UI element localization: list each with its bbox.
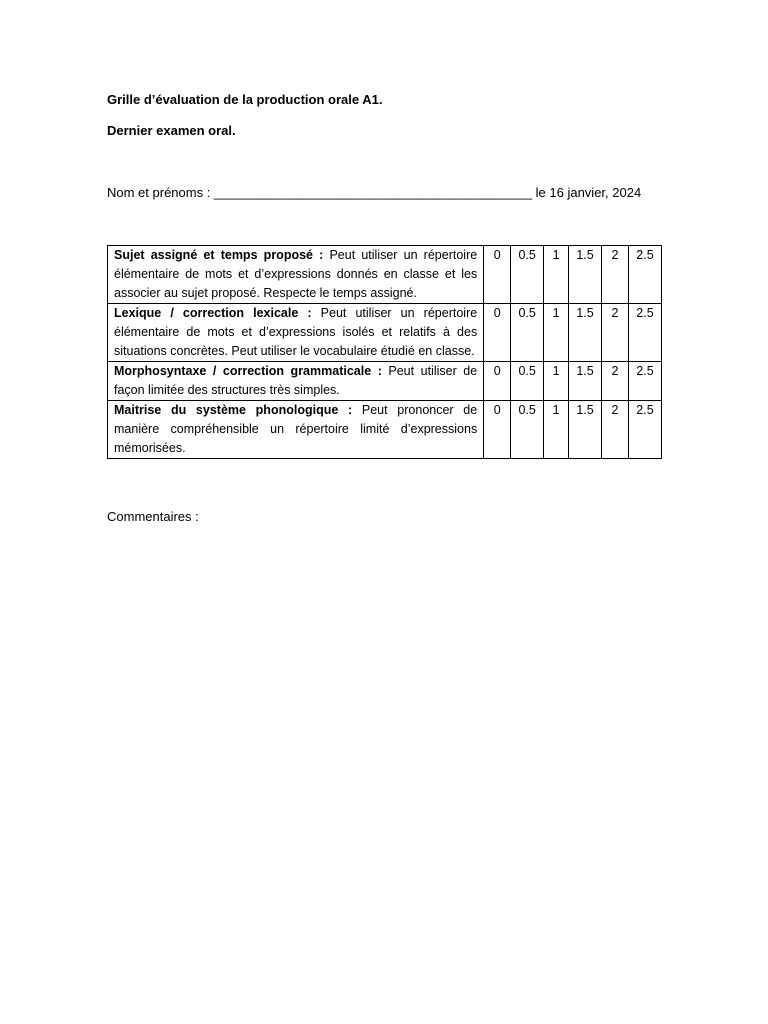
criterion-label: Morphosyntaxe / correction grammaticale :: [114, 364, 382, 378]
score-cell: 2: [602, 362, 629, 401]
score-cell: 0.5: [511, 401, 544, 459]
score-cell: 1.5: [569, 401, 602, 459]
score-cell: 2.5: [629, 304, 662, 362]
score-cell: 2.5: [629, 401, 662, 459]
rubric-row: [108, 246, 662, 304]
name-and-date-line: Nom et prénoms : ____________________________________________ le 16 janvier, 2024: [107, 185, 642, 200]
score-cell: 1.5: [569, 246, 602, 304]
score-cell: 0: [484, 362, 511, 401]
criterion-label: Maitrise du système phonologique :: [114, 403, 353, 417]
score-cell: 2.5: [629, 362, 662, 401]
criterion-label: Sujet assigné et temps proposé :: [114, 248, 324, 262]
comments-label: Commentaires :: [107, 509, 199, 524]
document-title: Grille d’évaluation de la production orale A1.: [107, 92, 383, 107]
rubric-row: [108, 362, 662, 401]
score-cell: 0: [484, 246, 511, 304]
criterion-description: Peut utiliser de façon limitée des structures très simples.: [114, 364, 478, 397]
criterion-description: Peut utiliser un répertoire élémentaire de mots et d’expressions isolés et relatifs à des situations concrètes. Peut utiliser le vocabulaire étudié en classe.: [114, 306, 478, 358]
criterion-description: Peut utiliser un répertoire élémentaire de mots et d’expressions donnés en classe et les associer au sujet proposé. Respecte le temps assigné.: [114, 248, 478, 300]
score-cell: 1: [544, 304, 569, 362]
score-cell: 2: [602, 401, 629, 459]
score-cell: 0: [484, 401, 511, 459]
score-cell: 0: [484, 304, 511, 362]
criterion-label: Lexique / correction lexicale :: [114, 306, 312, 320]
criterion-cell: [108, 401, 484, 459]
criterion-description: Peut prononcer de manière compréhensible un répertoire limité d’expressions mémorisées.: [114, 403, 478, 455]
score-cell: 0.5: [511, 362, 544, 401]
score-cell: 1.5: [569, 304, 602, 362]
score-cell: 0.5: [511, 304, 544, 362]
score-cell: 2: [602, 246, 629, 304]
score-cell: 2: [602, 304, 629, 362]
document-subtitle: Dernier examen oral.: [107, 123, 236, 138]
score-cell: 1.5: [569, 362, 602, 401]
score-cell: 1: [544, 362, 569, 401]
rubric-row: [108, 401, 662, 459]
evaluation-rubric-table: [107, 245, 662, 459]
criterion-cell: [108, 246, 484, 304]
score-cell: 0.5: [511, 246, 544, 304]
score-cell: 1: [544, 246, 569, 304]
criterion-cell: [108, 304, 484, 362]
criterion-cell: [108, 362, 484, 401]
score-cell: 2.5: [629, 246, 662, 304]
score-cell: 1: [544, 401, 569, 459]
rubric-row: [108, 304, 662, 362]
